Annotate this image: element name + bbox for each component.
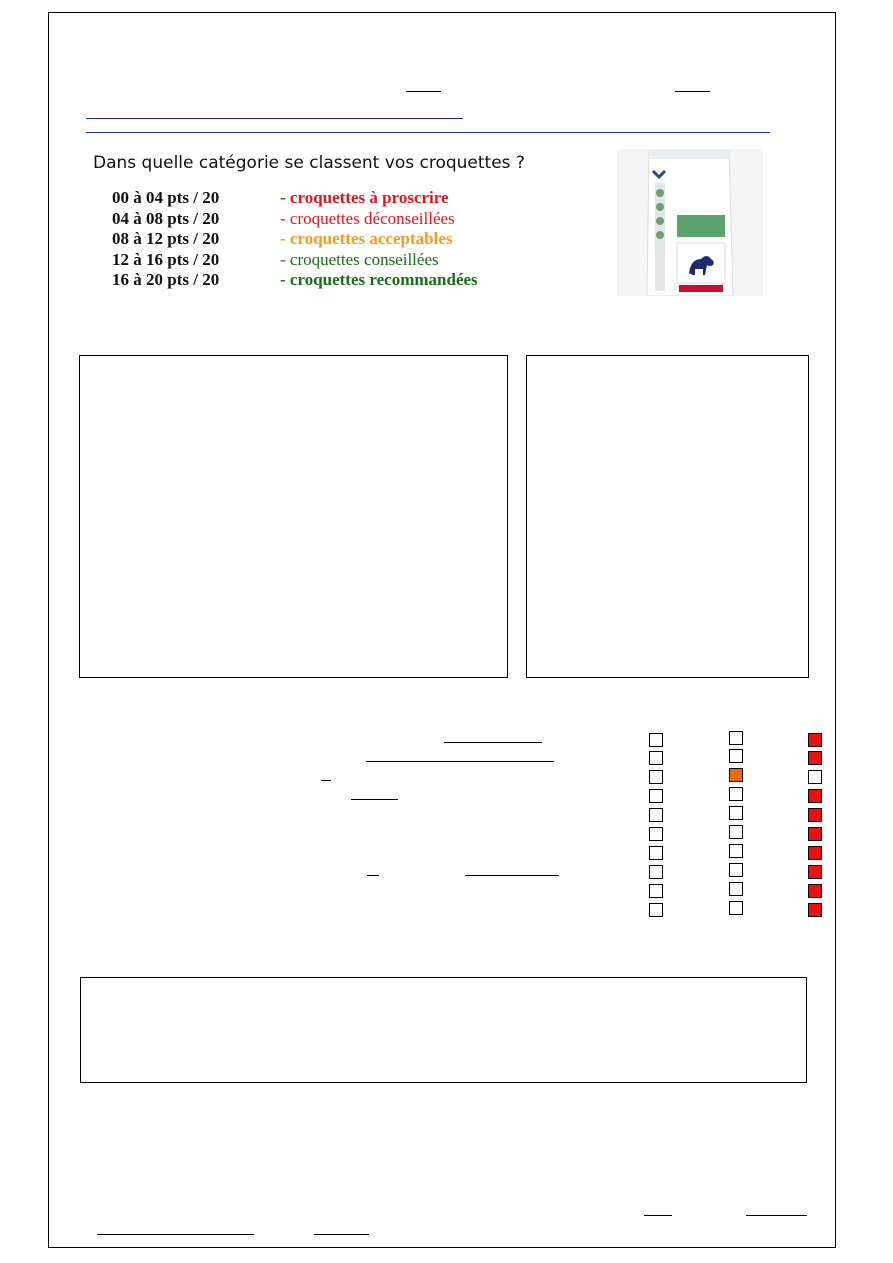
rating-checkbox[interactable] [729, 806, 743, 820]
category-label: - croquettes acceptables [280, 229, 453, 248]
rating-checkbox[interactable] [649, 846, 663, 860]
rating-checkbox[interactable] [808, 827, 822, 841]
blank-line [746, 1215, 807, 1216]
rating-checkbox[interactable] [649, 808, 663, 822]
rating-checkbox[interactable] [808, 789, 822, 803]
rating-checkbox[interactable] [729, 901, 743, 915]
rating-checkbox[interactable] [649, 789, 663, 803]
content-box-right [526, 355, 809, 678]
blank-line [314, 1234, 369, 1235]
blank-line [97, 1234, 254, 1235]
rating-checkbox[interactable] [649, 751, 663, 765]
rating-checkbox[interactable] [808, 846, 822, 860]
rating-checkbox[interactable] [729, 825, 743, 839]
blank-line [321, 780, 331, 781]
rating-checkbox[interactable] [649, 903, 663, 917]
content-box-left [79, 355, 508, 678]
rating-checkbox[interactable] [729, 768, 743, 782]
blank-line [366, 761, 554, 762]
scoring-question: Dans quelle catégorie se classent vos croquettes ? [93, 153, 525, 173]
product-bag-illustration [617, 149, 763, 296]
rating-checkbox[interactable] [729, 731, 743, 745]
blank-link-line [86, 132, 770, 133]
rating-checkbox[interactable] [729, 863, 743, 877]
rating-checkbox[interactable] [808, 733, 822, 747]
rating-checkbox[interactable] [808, 751, 822, 765]
category-item [112, 229, 478, 250]
category-range: 16 à 20 pts / 20 [112, 270, 220, 289]
rating-checkbox[interactable] [649, 770, 663, 784]
rating-checkbox[interactable] [729, 844, 743, 858]
rating-checkbox[interactable] [808, 770, 822, 784]
rating-checkbox[interactable] [649, 733, 663, 747]
category-range: 04 à 08 pts / 20 [112, 208, 220, 228]
rating-checkbox[interactable] [808, 808, 822, 822]
rating-checkbox[interactable] [649, 827, 663, 841]
blank-line [367, 875, 379, 876]
category-item [112, 209, 478, 230]
rating-checkbox[interactable] [729, 882, 743, 896]
category-range: 00 à 04 pts / 20 [112, 188, 220, 207]
category-label: - croquettes recommandées [280, 270, 478, 289]
rating-checkbox[interactable] [808, 884, 822, 898]
comment-box [80, 977, 807, 1083]
blank-line [465, 875, 559, 876]
blank-line [675, 91, 710, 92]
category-range: 12 à 16 pts / 20 [112, 249, 220, 269]
rating-checkbox[interactable] [729, 787, 743, 801]
category-range: 08 à 12 pts / 20 [112, 229, 220, 248]
rating-checkbox[interactable] [808, 865, 822, 879]
category-label: - croquettes déconseillées [280, 208, 455, 228]
blank-line [444, 742, 542, 743]
blank-line [644, 1215, 672, 1216]
rating-checkbox[interactable] [729, 749, 743, 763]
rating-checkbox[interactable] [649, 884, 663, 898]
rating-checkbox[interactable] [649, 865, 663, 879]
category-label: - croquettes conseillées [280, 249, 439, 269]
category-item [112, 188, 478, 209]
rating-checkbox[interactable] [808, 903, 822, 917]
blank-line [351, 799, 398, 800]
blank-line [406, 91, 441, 92]
blank-link-line [86, 118, 463, 119]
category-item [112, 250, 478, 271]
category-list [112, 188, 478, 291]
category-label: - croquettes à proscrire [280, 188, 449, 207]
product-image [617, 149, 763, 296]
category-item [112, 270, 478, 291]
